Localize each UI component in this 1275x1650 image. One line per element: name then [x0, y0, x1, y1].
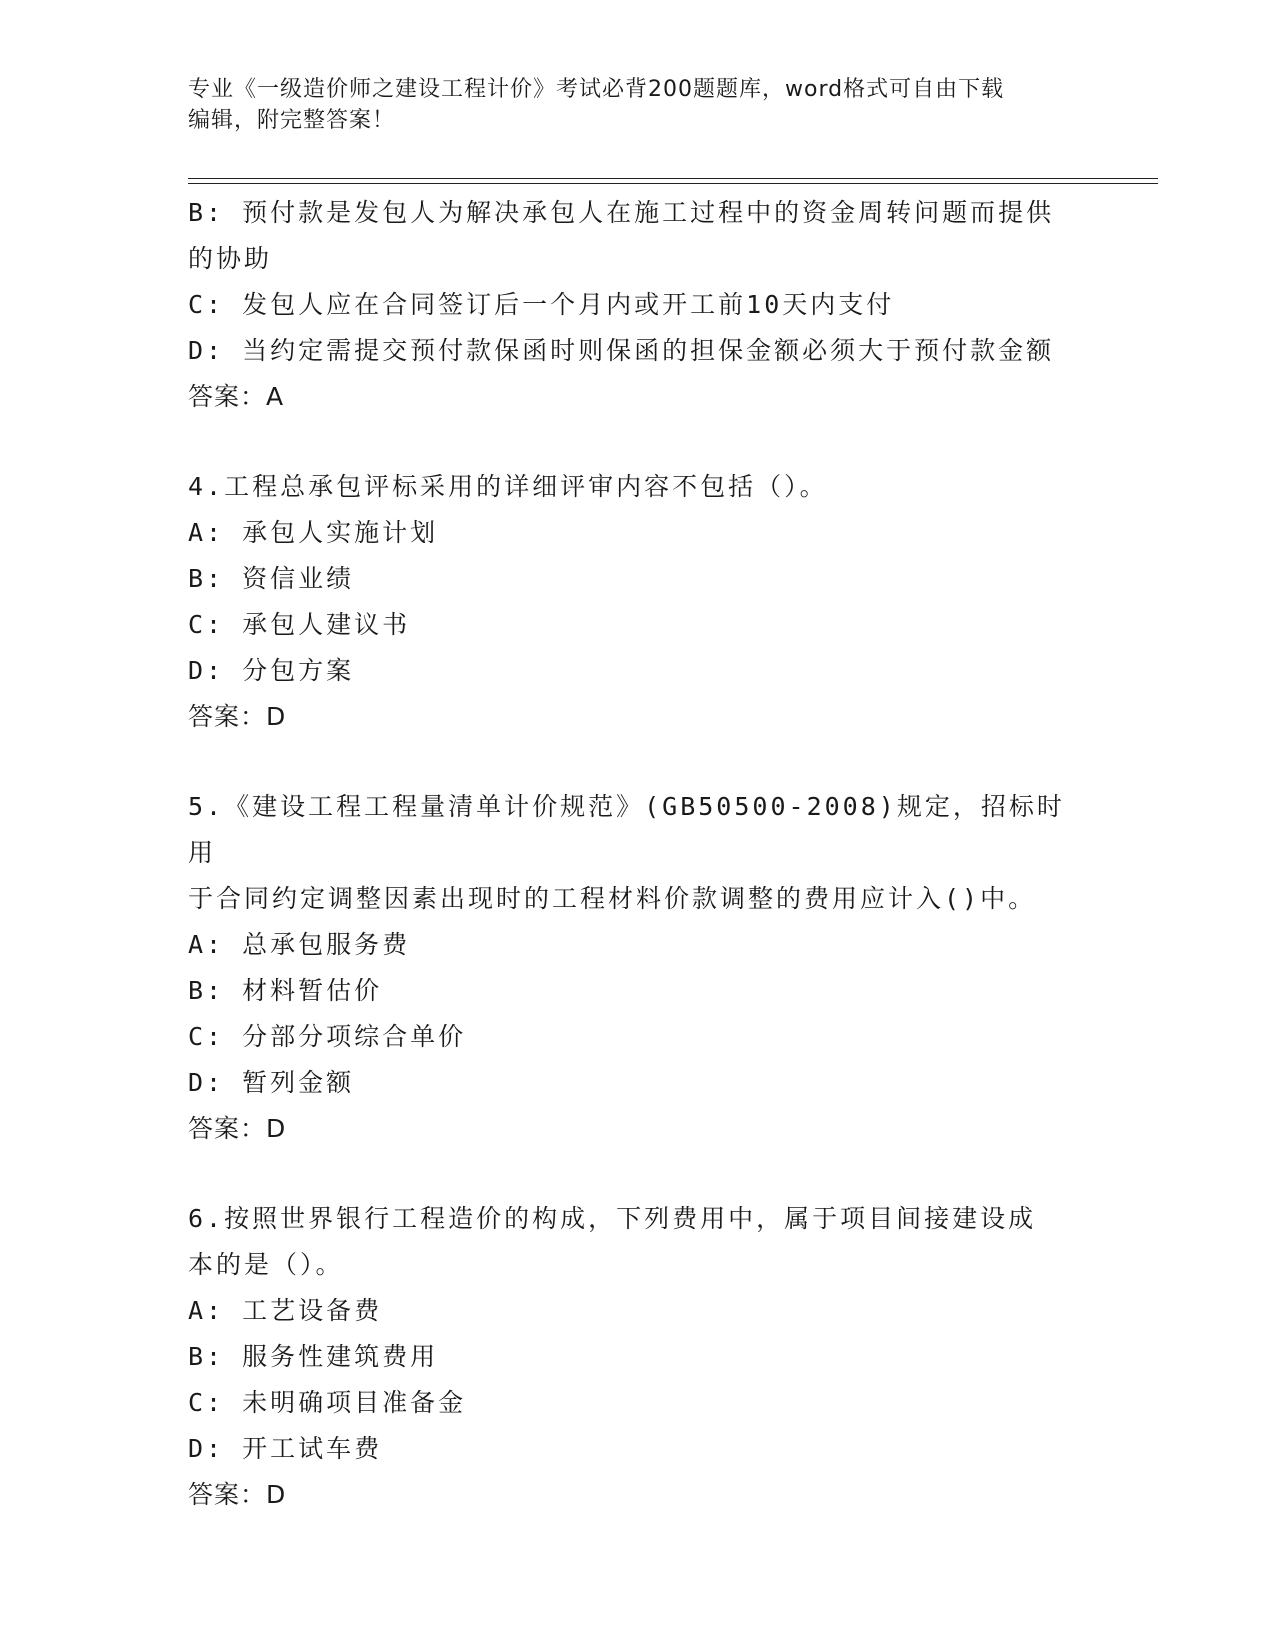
question-5-block: [188, 784, 1088, 1152]
q6-option-a: A: 工艺设备费: [188, 1296, 383, 1325]
q6-option-b: B: 服务性建筑费用: [188, 1342, 439, 1371]
header-rule-top: [188, 178, 1158, 179]
q6-option-d: D: 开工试车费: [188, 1434, 383, 1463]
q4-option-c: C: 承包人建议书: [188, 610, 411, 639]
q3-option-b-line-1: B: 预付款是发包人为解决承包人在施工过程中的资金周转问题而提供: [188, 198, 1055, 227]
question-3-block: [188, 190, 1088, 420]
header-line-1: 专业《一级造价师之建设工程计价》考试必背200题题库，word格式可自由下载: [188, 77, 1005, 102]
q5-question-line-1: 5.《建设工程工程量清单计价规范》(GB50500-2008)规定，招标时用: [188, 792, 1065, 867]
q6-question-line-1: 6.按照世界银行工程造价的构成，下列费用中，属于项目间接建设成: [188, 1204, 1037, 1233]
q5-option-d: D: 暂列金额: [188, 1068, 355, 1097]
q4-answer: 答案：D: [188, 702, 287, 731]
q6-answer: 答案：D: [188, 1480, 287, 1509]
q5-option-a: A: 总承包服务费: [188, 930, 411, 959]
q3-option-b-line-2: 的协助: [188, 244, 273, 273]
spacer: [188, 1152, 1088, 1196]
q6-question-line-2: 本的是（）。: [188, 1250, 344, 1279]
q4-option-b: B: 资信业绩: [188, 564, 355, 593]
spacer: [188, 740, 1088, 784]
header-line-2: 编辑，附完整答案！: [188, 108, 396, 133]
spacer: [188, 420, 1088, 464]
header-rule-bottom: [188, 183, 1158, 184]
document-body: [188, 190, 1088, 1518]
question-6-block: [188, 1196, 1088, 1518]
q5-answer: 答案：D: [188, 1114, 287, 1143]
q3-option-c: C: 发包人应在合同签订后一个月内或开工前10天内支付: [188, 290, 895, 319]
q3-answer: 答案：A: [188, 382, 285, 411]
q3-option-d: D: 当约定需提交预付款保函时则保函的担保金额必须大于预付款金额: [188, 336, 1055, 365]
q4-option-a: A: 承包人实施计划: [188, 518, 439, 547]
question-4-block: [188, 464, 1088, 740]
q4-question: 4.工程总承包评标采用的详细评审内容不包括（）。: [188, 472, 828, 501]
q6-option-c: C: 未明确项目准备金: [188, 1388, 467, 1417]
q5-option-b: B: 材料暂估价: [188, 976, 383, 1005]
q4-option-d: D: 分包方案: [188, 656, 355, 685]
q5-question-line-2: 于合同约定调整因素出现时的工程材料价款调整的费用应计入()中。: [188, 884, 1037, 913]
document-header: [188, 74, 1088, 136]
q5-option-c: C: 分部分项综合单价: [188, 1022, 467, 1051]
